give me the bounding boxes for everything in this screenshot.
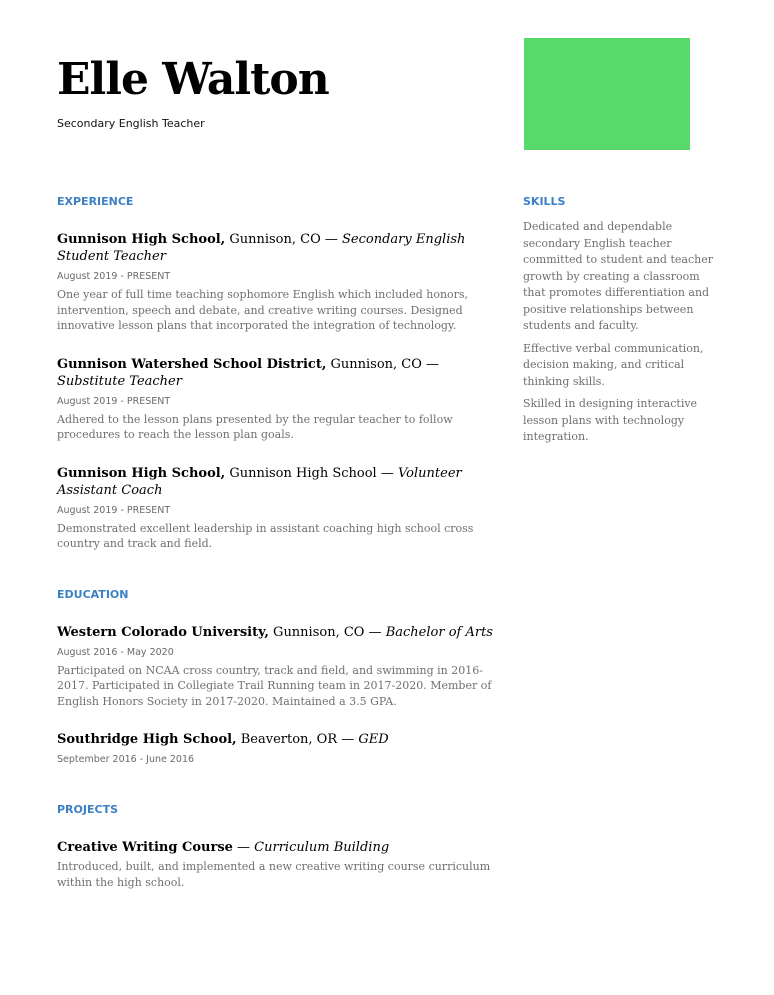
education-entry	[57, 624, 507, 710]
entry-org: Gunnison High School,	[57, 465, 226, 481]
entry-org: Gunnison High School,	[57, 232, 226, 247]
entry-role: Curriculum Building	[254, 840, 390, 855]
experience-section	[57, 195, 507, 552]
experience-entry	[57, 231, 507, 334]
entry-location: Gunnison, CO —	[268, 624, 386, 640]
job-title: Secondary English Teacher	[57, 117, 205, 130]
entry-role: Volunteer Assistant Coach	[57, 465, 462, 498]
main-column	[57, 195, 507, 890]
entry-title	[57, 465, 507, 499]
entry-dates: August 2019 - PRESENT	[57, 504, 171, 516]
entry-org: Creative Writing Course	[57, 840, 233, 855]
entry-description: Adhered to the lesson plans presented by the regular teacher to follow procedures to reach the lesson plan goals.	[57, 412, 453, 441]
entry-description: Participated on NCAA cross country, track and field, and swimming in 2016-2017. Participated in Collegiate Trail Running team in 2017-2020. Member of English Honors Society in 2017-2020. Maintained a 3.5 GPA.	[57, 663, 492, 708]
project-entry	[57, 839, 507, 890]
section-heading-skills: SKILLS	[523, 195, 566, 208]
entry-title	[57, 624, 507, 641]
resume-name: Elle Walton	[57, 54, 329, 105]
entry-title	[57, 356, 507, 390]
experience-entry	[57, 465, 507, 552]
entry-role: GED	[358, 732, 389, 747]
profile-photo-placeholder	[524, 38, 690, 150]
entry-role: Bachelor of Arts	[385, 624, 493, 640]
entry-role: Secondary English Student Teacher	[57, 232, 466, 264]
entry-org: Gunnison Watershed School District,	[57, 356, 327, 372]
skill-item: Skilled in designing interactive lesson plans with technology integration.	[523, 397, 698, 443]
entry-org: Western Colorado University,	[57, 624, 269, 640]
education-entry	[57, 731, 507, 767]
section-heading-experience: EXPERIENCE	[57, 195, 134, 208]
entry-dates: August 2019 - PRESENT	[57, 395, 171, 407]
entry-separator: —	[232, 840, 255, 855]
entry-title	[57, 839, 507, 856]
entry-description: Demonstrated excellent leadership in assistant coaching high school cross country and track and field.	[57, 521, 474, 550]
section-heading-education: EDUCATION	[57, 587, 129, 601]
entry-dates: September 2016 - June 2016	[57, 754, 195, 765]
entry-dates: August 2019 - PRESENT	[57, 271, 171, 282]
entry-description: One year of full time teaching sophomore English which included honors, intervention, speech and debate, and creative writing courses. Designed innovative lesson plans that incorporated the integration of technology.	[57, 288, 469, 332]
entry-location: Gunnison, CO —	[225, 232, 343, 247]
entry-location: Gunnison, CO —	[326, 356, 440, 372]
entry-location: Beaverton, OR —	[236, 732, 359, 747]
entry-role: Substitute Teacher	[57, 373, 182, 389]
entry-location: Gunnison High School —	[225, 465, 398, 481]
education-section	[57, 588, 507, 768]
experience-entry	[57, 356, 507, 443]
skill-item: Effective verbal communication, decision making, and critical thinking skills.	[523, 341, 704, 388]
section-heading-projects: PROJECTS	[57, 803, 118, 816]
entry-title	[57, 231, 507, 265]
entry-dates: August 2016 - May 2020	[57, 646, 174, 658]
entry-org: Southridge High School,	[57, 732, 237, 747]
side-column	[523, 195, 718, 446]
projects-section	[57, 803, 507, 890]
skill-item: Dedicated and dependable secondary English teacher committed to student and teacher growth by creating a classroom that promotes differentiation and positive relationships between students and faculty.	[523, 220, 713, 332]
entry-title	[57, 731, 507, 748]
entry-description: Introduced, built, and implemented a new creative writing course curriculum within the high school.	[57, 860, 491, 889]
skills-section	[523, 195, 718, 446]
